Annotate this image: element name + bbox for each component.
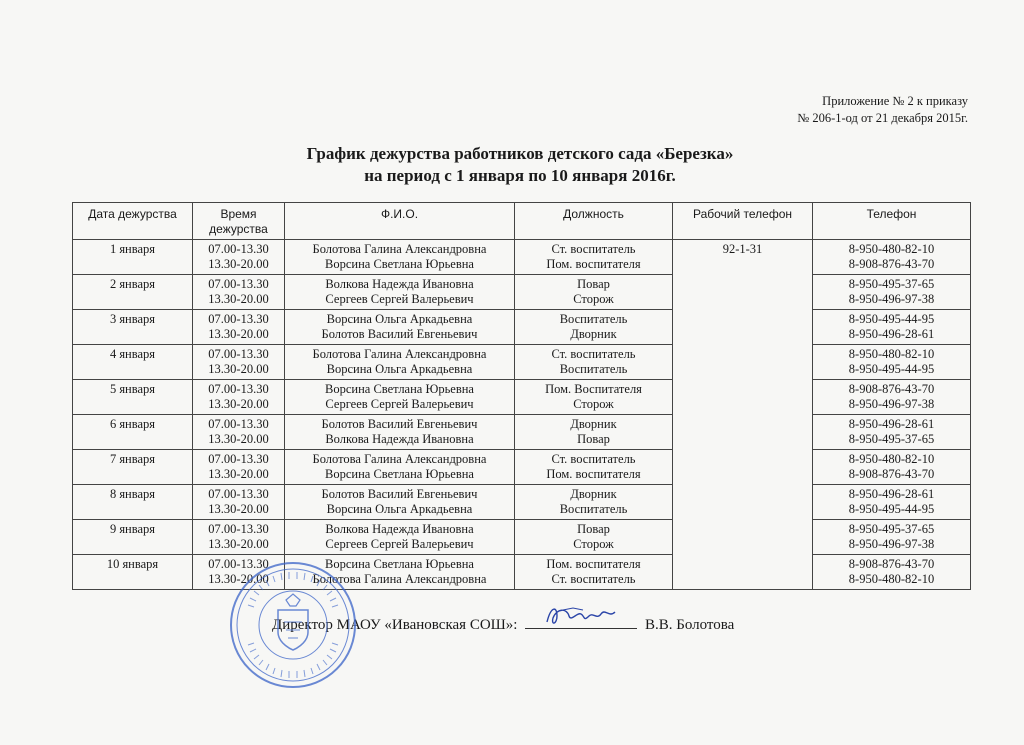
cell-position-line: Пом. Воспитателя [545,382,642,396]
cell-time [193,345,285,380]
cell-fio-line: Ворсина Светлана Юрьевна [325,467,474,481]
cell-fio-line: Болотова Галина Александровна [312,242,487,256]
cell-position [515,345,673,380]
cell-fio-line: Ворсина Светлана Юрьевна [325,382,474,396]
cell-position-line: Сторож [573,537,614,551]
cell-position-line: Повар [577,522,610,536]
cell-phone [813,275,971,310]
table-row [73,345,971,380]
cell-time-line: 13.30-20.00 [208,537,269,551]
cell-fio [285,450,515,485]
title-line-2: на период с 1 января по 10 января 2016г. [364,166,676,185]
cell-position-line: Воспитатель [559,362,628,376]
cell-time-line: 07.00-13.30 [208,557,269,571]
cell-phone [813,485,971,520]
table-row [73,485,971,520]
cell-time [193,310,285,345]
handwritten-signature [543,602,623,630]
cell-fio-line: Сергеев Сергей Валерьевич [325,292,474,306]
cell-time-line: 07.00-13.30 [208,452,269,466]
table-row [73,240,971,275]
cell-date-line: 7 января [109,452,156,466]
cell-fio-line: Сергеев Сергей Валерьевич [325,537,474,551]
cell-time-line: 13.30-20.00 [208,257,269,271]
cell-time-line: 07.00-13.30 [208,347,269,361]
cell-position-line: Ст. воспитатель [551,452,636,466]
cell-position-line: Пом. воспитателя [546,557,641,571]
cell-position [515,310,673,345]
cell-position [515,555,673,590]
cell-date [73,275,193,310]
cell-phone [813,345,971,380]
cell-position [515,415,673,450]
cell-phone-line: 8-950-495-44-95 [848,312,935,326]
cell-fio-line: Болотова Галина Александровна [312,572,487,586]
cell-position-line: Ст. воспитатель [551,347,636,361]
appendix-line-2: № 206-1-од от 21 декабря 2015г. [797,111,968,125]
cell-time-line: 13.30-20.00 [208,467,269,481]
cell-fio [285,520,515,555]
cell-date [73,240,193,275]
cell-date [73,310,193,345]
cell-phone-line: 8-950-496-28-61 [848,487,935,501]
cell-phone-line: 8-908-876-43-70 [848,382,935,396]
cell-position-line: Воспитатель [559,502,628,516]
cell-date [73,485,193,520]
cell-phone [813,415,971,450]
cell-fio-line: Ворсина Светлана Юрьевна [325,257,474,271]
cell-fio [285,380,515,415]
cell-date [73,520,193,555]
cell-phone [813,240,971,275]
cell-position-line: Ст. воспитатель [551,572,636,586]
cell-fio-line: Волкова Надежда Ивановна [325,432,474,446]
cell-phone-line: 8-950-480-82-10 [848,347,935,361]
official-seal-icon [228,560,358,690]
cell-date-line: 6 января [109,417,156,431]
cell-time-line: 07.00-13.30 [208,312,269,326]
cell-fio-line: Болотова Галина Александровна [312,452,487,466]
cell-time [193,450,285,485]
cell-phone-line: 8-950-480-82-10 [848,452,935,466]
cell-time [193,520,285,555]
cell-time-line: 13.30-20.00 [208,397,269,411]
appendix-line-1: Приложение № 2 к приказу [822,94,968,108]
cell-fio-line: Болотов Василий Евгеньевич [321,327,478,341]
cell-position [515,450,673,485]
cell-position [515,380,673,415]
cell-position-line: Дворник [570,487,617,501]
cell-position-line: Повар [577,277,610,291]
cell-phone [813,310,971,345]
cell-date-line: 9 января [109,522,156,536]
cell-date [73,450,193,485]
cell-time-line: 07.00-13.30 [208,382,269,396]
cell-position-line: Ст. воспитатель [551,242,636,256]
cell-time-line: 13.30-20.00 [208,572,269,586]
cell-fio [285,310,515,345]
signature-line [525,614,637,629]
cell-time [193,275,285,310]
cell-date-line: 4 января [109,347,156,361]
cell-fio [285,275,515,310]
cell-phone-line: 8-950-495-44-95 [848,362,935,376]
cell-fio-line: Волкова Надежда Ивановна [325,277,474,291]
duty-schedule-table [72,202,971,590]
cell-fio-line: Болотов Василий Евгеньевич [321,487,478,501]
cell-phone [813,450,971,485]
director-label: Директор МАОУ «Ивановская СОШ»: [272,617,518,633]
cell-fio [285,415,515,450]
cell-position [515,520,673,555]
table-header-row [73,203,971,240]
cell-date-line: 2 января [109,277,156,291]
cell-phone [813,380,971,415]
cell-date-line: 5 января [109,382,156,396]
cell-time-line: 07.00-13.30 [208,277,269,291]
cell-date [73,380,193,415]
cell-date-line: 8 января [109,487,156,501]
cell-phone-line: 8-950-495-37-65 [848,277,935,291]
document-title [0,143,1024,187]
cell-position-line: Пом. воспитателя [546,467,641,481]
cell-phone-line: 8-950-480-82-10 [848,572,935,586]
cell-phone-line: 8-950-496-97-38 [848,292,935,306]
cell-position-line: Сторож [573,292,614,306]
header-phone: Телефон [813,203,971,240]
cell-phone [813,520,971,555]
cell-fio-line: Волкова Надежда Ивановна [325,522,474,536]
cell-phone-line: 8-950-495-44-95 [848,502,935,516]
cell-phone-line: 8-950-496-97-38 [848,537,935,551]
table-row [73,450,971,485]
cell-fio-line: Сергеев Сергей Валерьевич [325,397,474,411]
cell-phone-line: 8-950-496-28-61 [848,417,935,431]
cell-time [193,485,285,520]
cell-fio-line: Болотов Василий Евгеньевич [321,417,478,431]
header-date: Дата дежурства [73,203,193,240]
cell-position-line: Повар [577,432,610,446]
cell-fio [285,485,515,520]
cell-fio [285,240,515,275]
cell-phone-line: 8-950-480-82-10 [848,242,935,256]
cell-time-line: 07.00-13.30 [208,487,269,501]
header-fio: Ф.И.О. [285,203,515,240]
cell-phone [813,555,971,590]
cell-fio [285,345,515,380]
director-name: В.В. Болотова [644,617,735,633]
cell-fio-line: Ворсина Ольга Аркадьевна [326,312,473,326]
table-row [73,275,971,310]
table-row [73,380,971,415]
cell-position-line: Сторож [573,397,614,411]
cell-time-line: 07.00-13.30 [208,522,269,536]
appendix-note [797,93,968,127]
cell-date [73,415,193,450]
cell-position-line: Дворник [570,417,617,431]
cell-phone-line: 8-950-496-28-61 [848,327,935,341]
cell-date [73,345,193,380]
cell-fio-line: Ворсина Ольга Аркадьевна [326,502,473,516]
cell-time-line: 13.30-20.00 [208,362,269,376]
table-row [73,520,971,555]
cell-position-line: Пом. воспитателя [546,257,641,271]
cell-time-line: 13.30-20.00 [208,327,269,341]
cell-time [193,380,285,415]
cell-phone-line: 8-950-495-37-65 [848,522,935,536]
cell-date-line: 1 января [109,242,156,256]
cell-time-line: 13.30-20.00 [208,292,269,306]
cell-date [73,555,193,590]
header-work-phone: Рабочий телефон [673,203,813,240]
cell-time-line: 13.30-20.00 [208,502,269,516]
cell-time [193,240,285,275]
cell-time-line: 07.00-13.30 [208,417,269,431]
cell-phone-line: 8-950-495-37-65 [848,432,935,446]
title-line-1: График дежурства работников детского сада «Березка» [306,144,734,163]
cell-position [515,275,673,310]
header-time: Время дежурства [193,203,285,240]
cell-work-phone: 92-1-31 [673,240,813,590]
cell-phone-line: 8-950-496-97-38 [848,397,935,411]
cell-date-line: 3 января [109,312,156,326]
table-row [73,415,971,450]
table-row [73,310,971,345]
cell-phone-line: 8-908-876-43-70 [848,467,935,481]
cell-fio-line: Болотова Галина Александровна [312,347,487,361]
cell-time [193,415,285,450]
cell-position [515,485,673,520]
cell-position [515,240,673,275]
cell-time-line: 13.30-20.00 [208,432,269,446]
cell-time-line: 07.00-13.30 [208,242,269,256]
cell-fio-line: Ворсина Ольга Аркадьевна [326,362,473,376]
cell-position-line: Дворник [570,327,617,341]
cell-phone-line: 8-908-876-43-70 [848,257,935,271]
cell-fio-line: Ворсина Светлана Юрьевна [325,557,474,571]
cell-position-line: Воспитатель [559,312,628,326]
cell-phone-line: 8-908-876-43-70 [848,557,935,571]
header-position: Должность [515,203,673,240]
table-row [73,555,971,590]
cell-date-line: 10 января [106,557,159,571]
